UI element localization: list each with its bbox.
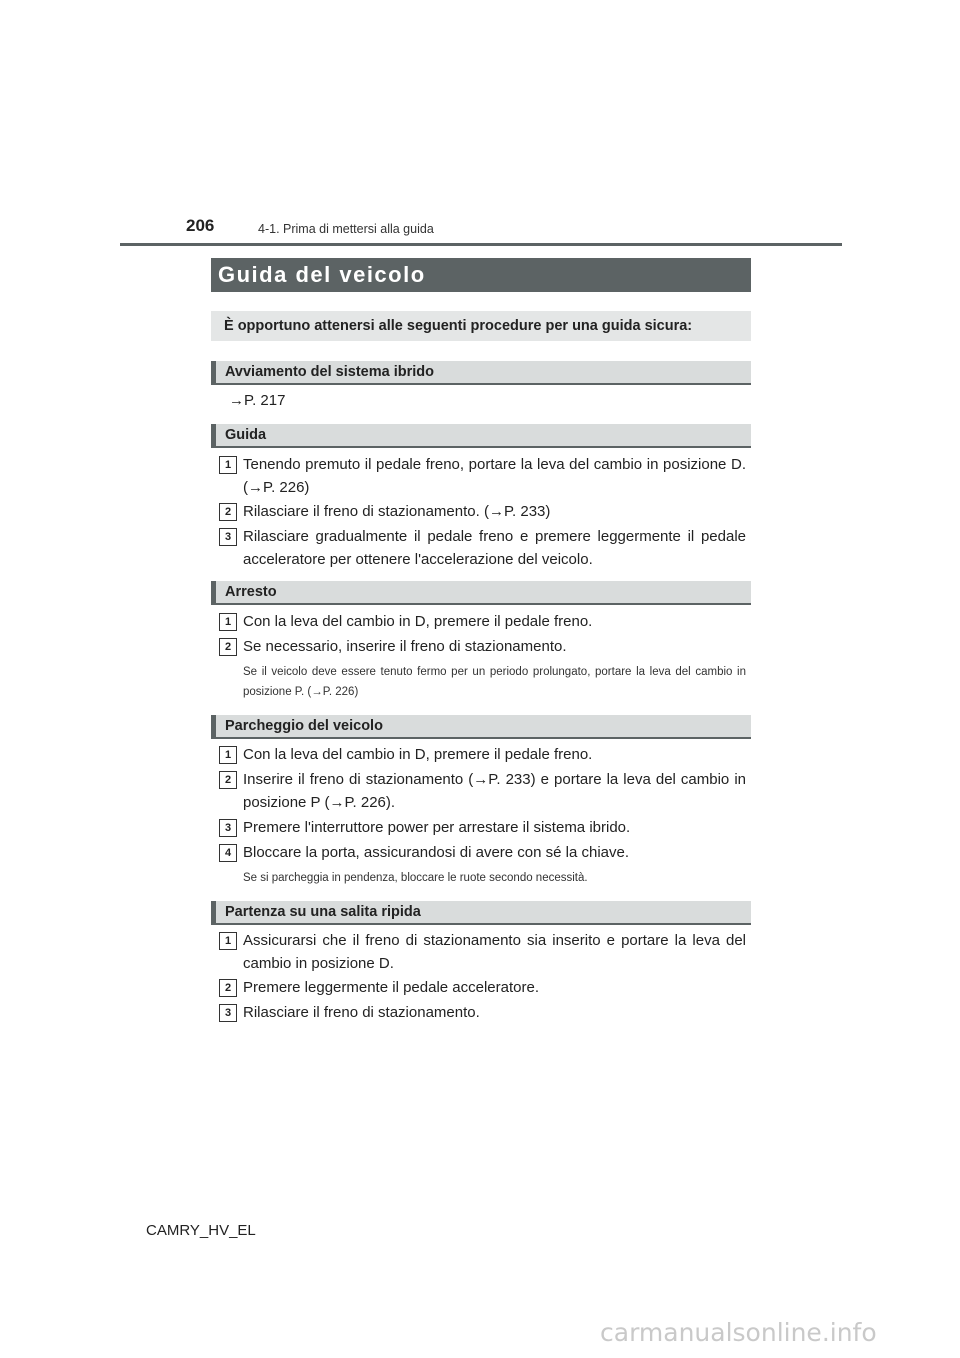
section-heading-park <box>211 715 751 739</box>
step-number: 1 <box>219 456 237 474</box>
step-text: Inserire il freno di stazionamento (→P. 233) e portare la leva del cambio in posizione P (→P. 226). <box>243 771 746 811</box>
note-text: Se il veicolo deve essere tenuto fermo per un periodo prolungato, portare la leva del cambio in posizione P. (→P. 226) <box>243 666 746 698</box>
header-rule <box>120 243 842 246</box>
step-text: Bloccare la porta, assicurandosi di avere con sé la chiave. <box>243 844 630 861</box>
watermark: carmanualsonline.info <box>600 1318 877 1347</box>
note-text: Se si parcheggia in pendenza, bloccare le ruote secondo necessità. <box>243 872 588 884</box>
section-heading-label: Arresto <box>225 584 277 600</box>
step-text: Con la leva del cambio in D, premere il pedale freno. <box>243 746 593 763</box>
step-text: Premere l'interruttore power per arrestare il sistema ibrido. <box>243 819 631 836</box>
step-number: 1 <box>219 613 237 631</box>
step-text: Tenendo premuto il pedale freno, portare la leva del cambio in posizione D. (→P. 226) <box>243 456 746 496</box>
section-heading-stop <box>211 581 751 605</box>
step-text: Rilasciare il freno di stazionamento. <box>243 1004 480 1021</box>
section-heading-label: Partenza su una salita ripida <box>225 904 421 920</box>
step-text: Assicurarsi che il freno di stazionamento sia inserito e portare la leva del cambio in posizione D. <box>243 932 746 972</box>
step-number: 2 <box>219 503 237 521</box>
page-reference: →P. 217 <box>229 392 286 409</box>
section-heading-label: Guida <box>225 427 267 443</box>
section-heading-hill <box>211 901 751 925</box>
page-number: 206 <box>186 216 215 235</box>
section-marker <box>211 361 216 383</box>
step-text: Rilasciare il freno di stazionamento. (→P. 233) <box>243 503 551 520</box>
step-number: 3 <box>219 1004 237 1022</box>
step-text: Rilasciare gradualmente il pedale freno e premere leggermente il pedale acceleratore per ottenere l'accelerazione del veicolo. <box>243 528 746 568</box>
step-number: 1 <box>219 746 237 764</box>
section-marker <box>211 424 216 446</box>
section-marker <box>211 715 216 737</box>
step-number: 3 <box>219 528 237 546</box>
step-number: 1 <box>219 932 237 950</box>
step-text: Con la leva del cambio in D, premere il pedale freno. <box>243 613 593 630</box>
section-heading-drive <box>211 424 751 448</box>
step-number: 2 <box>219 638 237 656</box>
chapter-label: 4-1. Prima di mettersi alla guida <box>258 222 434 236</box>
step-text: Se necessario, inserire il freno di stazionamento. <box>243 638 567 655</box>
step-number: 2 <box>219 979 237 997</box>
intro-text: È opportuno attenersi alle seguenti procedure per una guida sicura: <box>211 311 751 341</box>
step-number: 2 <box>219 771 237 789</box>
page-title: Guida del veicolo <box>211 258 751 292</box>
footer-code: CAMRY_HV_EL <box>146 1222 256 1239</box>
step-number: 3 <box>219 819 237 837</box>
section-heading-label: Avviamento del sistema ibrido <box>225 364 434 380</box>
section-heading-start <box>211 361 751 385</box>
section-marker <box>211 581 216 603</box>
section-heading-label: Parcheggio del veicolo <box>225 718 383 734</box>
step-text: Premere leggermente il pedale acceleratore. <box>243 979 539 996</box>
step-number: 4 <box>219 844 237 862</box>
section-marker <box>211 901 216 923</box>
